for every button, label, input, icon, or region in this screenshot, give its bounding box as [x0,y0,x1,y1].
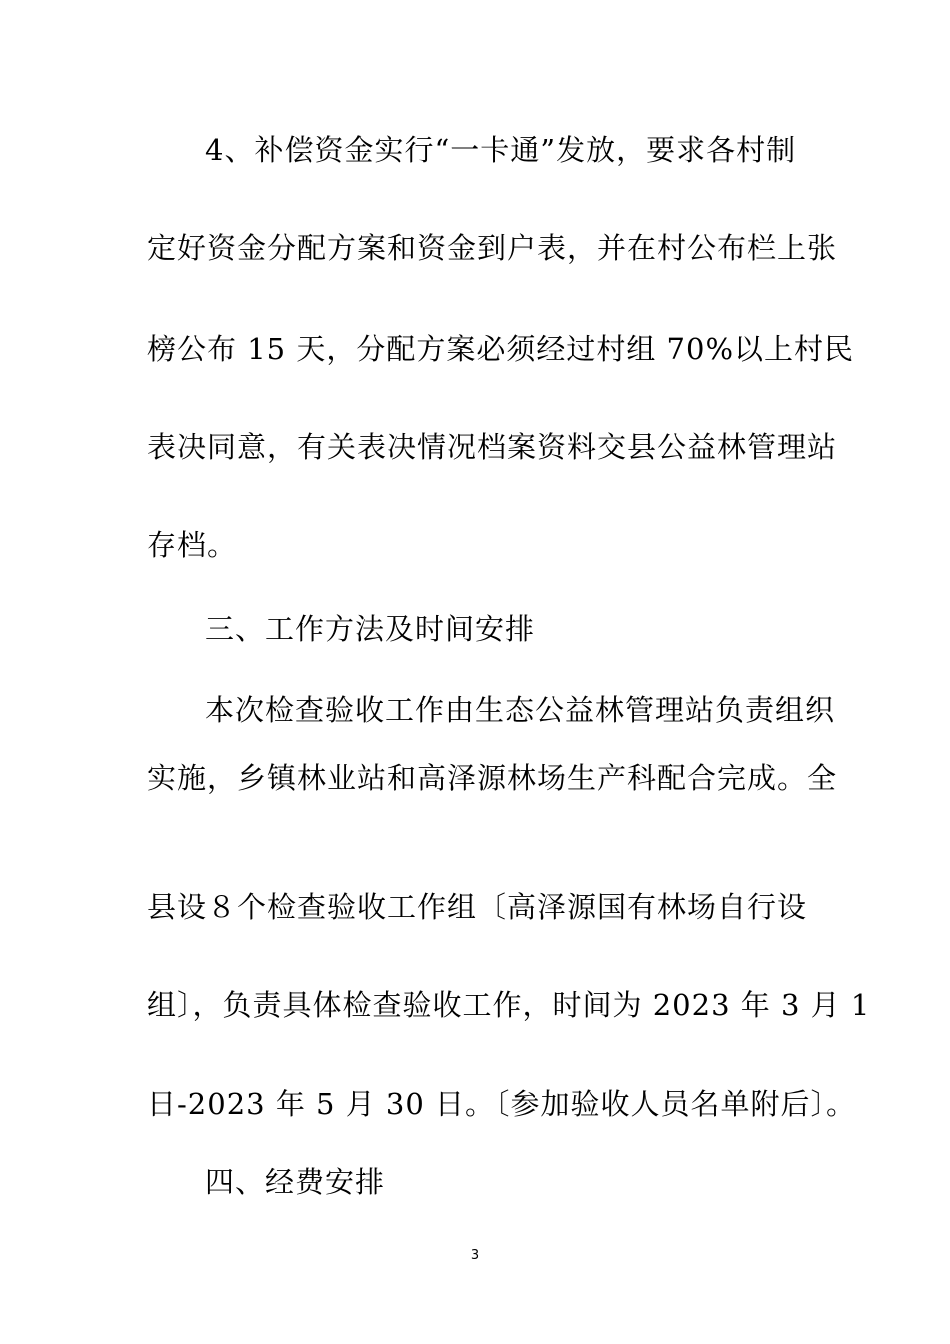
paragraph-4-line-5: 存档。 [147,528,238,562]
paragraph-4-line-1: 4、补偿资金实行“一卡通”发放，要求各村制 [205,133,797,167]
paragraph-body-line-1: 本次检查验收工作由生态公益林管理站负责组织 [205,693,836,727]
page-number: 3 [470,1248,480,1263]
paragraph-body-line-5: 日-2023 年 5 月 30 日。〔参加验收人员名单附后〕。 [147,1087,857,1121]
paragraph-body-line-2: 实施，乡镇林业站和高泽源林场生产科配合完成。全 [147,761,838,795]
paragraph-body-line-4: 组〕，负责具体检查验收工作，时间为 2023 年 3 月 1 [147,988,871,1022]
paragraph-4-line-4: 表决同意，有关表决情况档案资料交县公益林管理站 [147,430,838,464]
paragraph-body-line-3: 县设８个检查验收工作组〔高泽源国有林场自行设 [147,890,808,924]
paragraph-4-line-3: 榜公布 15 天，分配方案必须经过村组 70%以上村民 [147,332,855,366]
paragraph-4-line-2: 定好资金分配方案和资金到户表，并在村公布栏上张 [147,231,838,265]
section-heading-4: 四、经费安排 [205,1165,386,1199]
section-heading-3: 三、工作方法及时间安排 [205,612,536,646]
